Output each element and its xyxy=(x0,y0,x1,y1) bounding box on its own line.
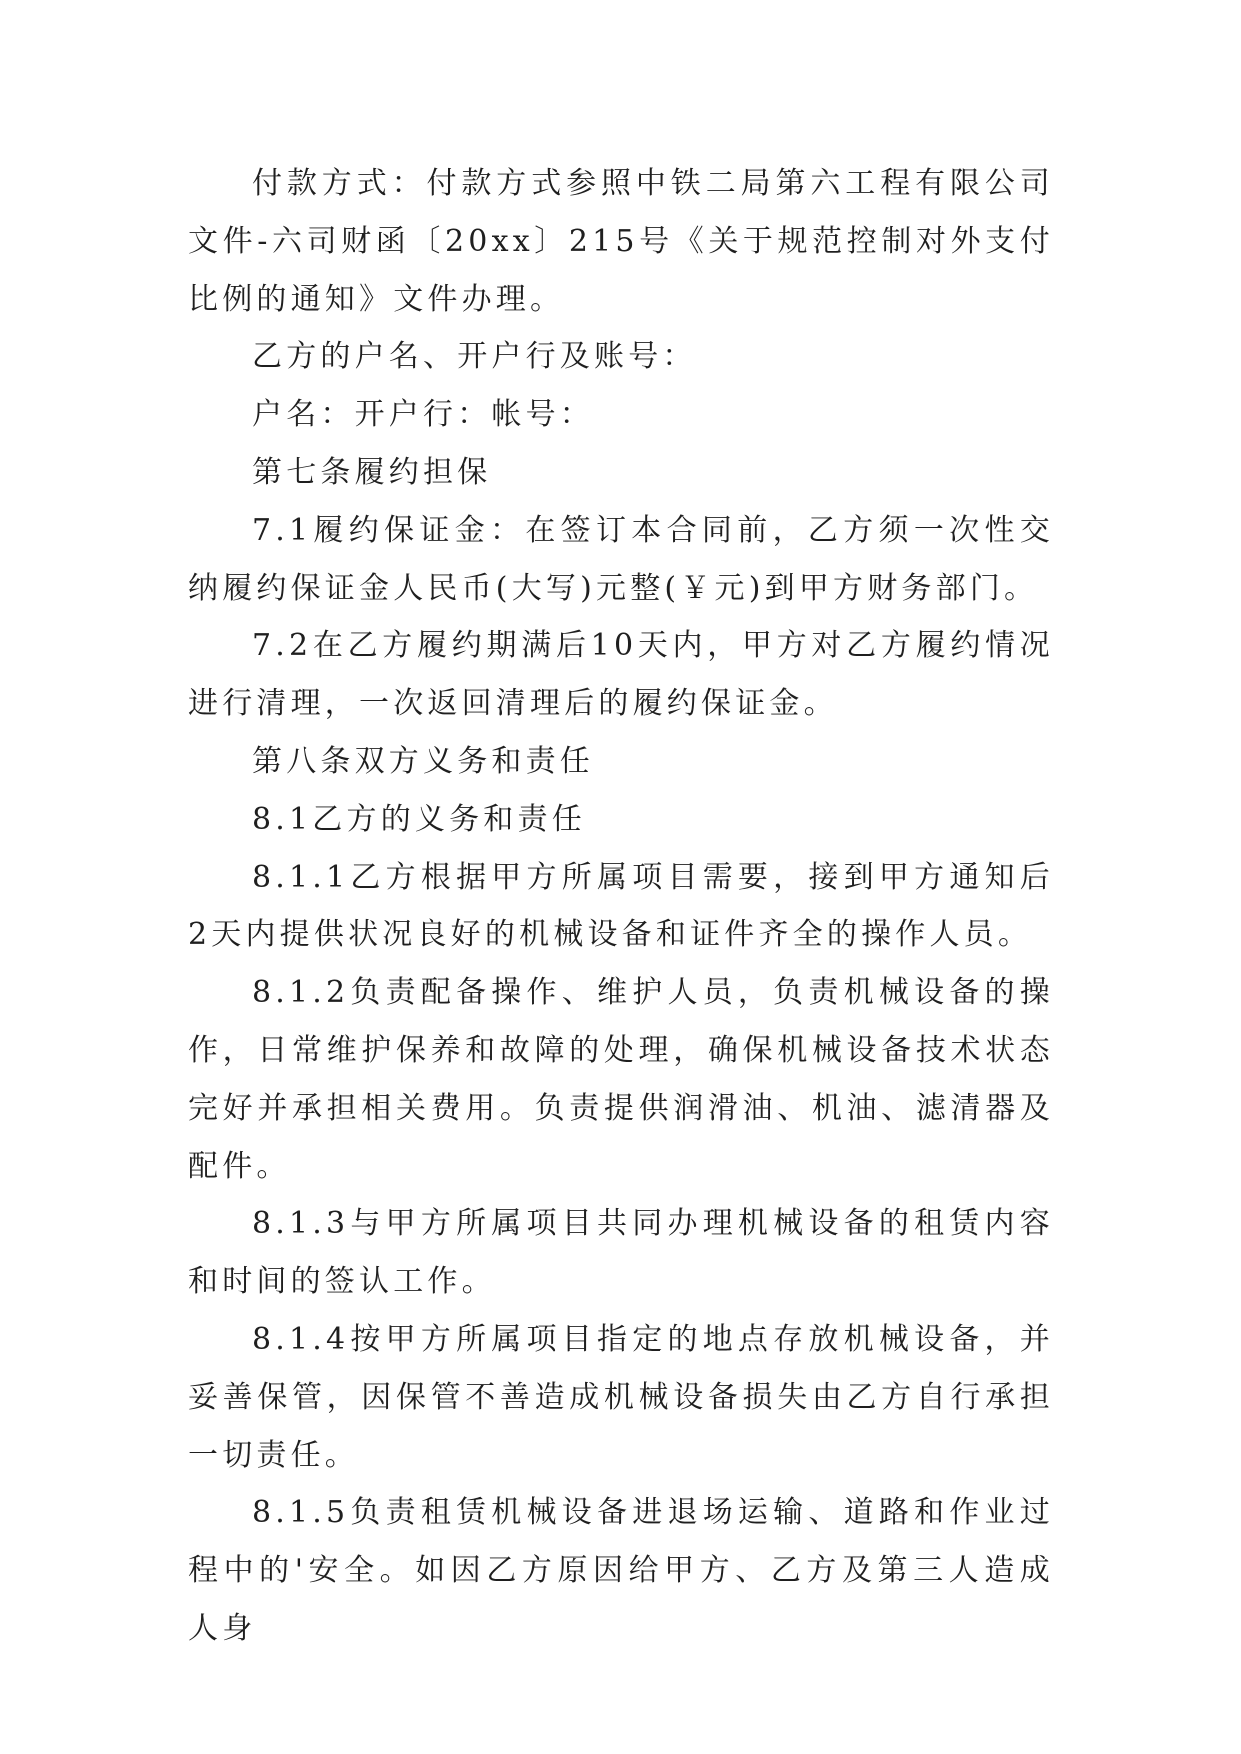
clause-8-1-3: 8.1.3与甲方所属项目共同办理机械设备的租赁内容和时间的签认工作。 xyxy=(188,1206,1054,1300)
clause-8-1-4: 8.1.4按甲方所属项目指定的地点存放机械设备，并妥善保管，因保管不善造成机械设备损失由乙方自行承担一切责任。 xyxy=(188,1321,1054,1473)
article-8-heading: 第八条双方义务和责任 xyxy=(252,743,594,779)
clause-8-1-heading: 8.1乙方的义务和责任 xyxy=(252,801,586,837)
clause-7-1: 7.1履约保证金：在签订本合同前，乙方须一次性交纳履约保证金人民币(大写)元整(￥元)到甲方财务部门。 xyxy=(188,512,1054,606)
clause-8-1-2: 8.1.2负责配备操作、维护人员，负责机械设备的操作，日常维护保养和故障的处理，确保机械设备技术状态完好并承担相关费用。负责提供润滑油、机油、滤清器及配件。 xyxy=(188,975,1054,1184)
document-body xyxy=(188,155,1054,1658)
paragraph-payment-method: 付款方式：付款方式参照中铁二局第六工程有限公司文件-六司财函〔20xx〕215号《关于规范控制对外支付比例的通知》文件办理。 xyxy=(188,166,1054,317)
clause-8-1-1: 8.1.1乙方根据甲方所属项目需要，接到甲方通知后2天内提供状况良好的机械设备和证件齐全的操作人员。 xyxy=(188,859,1054,953)
clause-8-1-5: 8.1.5负责租赁机械设备进退场运输、道路和作业过程中的'安全。如因乙方原因给甲方、乙方及第三人造成人身 xyxy=(188,1495,1054,1646)
paragraph-bank-account-heading: 乙方的户名、开户行及账号： xyxy=(252,339,697,375)
clause-7-2: 7.2在乙方履约期满后10天内，甲方对乙方履约情况进行清理，一次返回清理后的履约保证金。 xyxy=(188,628,1054,722)
paragraph-bank-account-fields: 户名：开户行：帐号： xyxy=(252,397,594,433)
article-7-heading: 第七条履约担保 xyxy=(252,454,492,490)
